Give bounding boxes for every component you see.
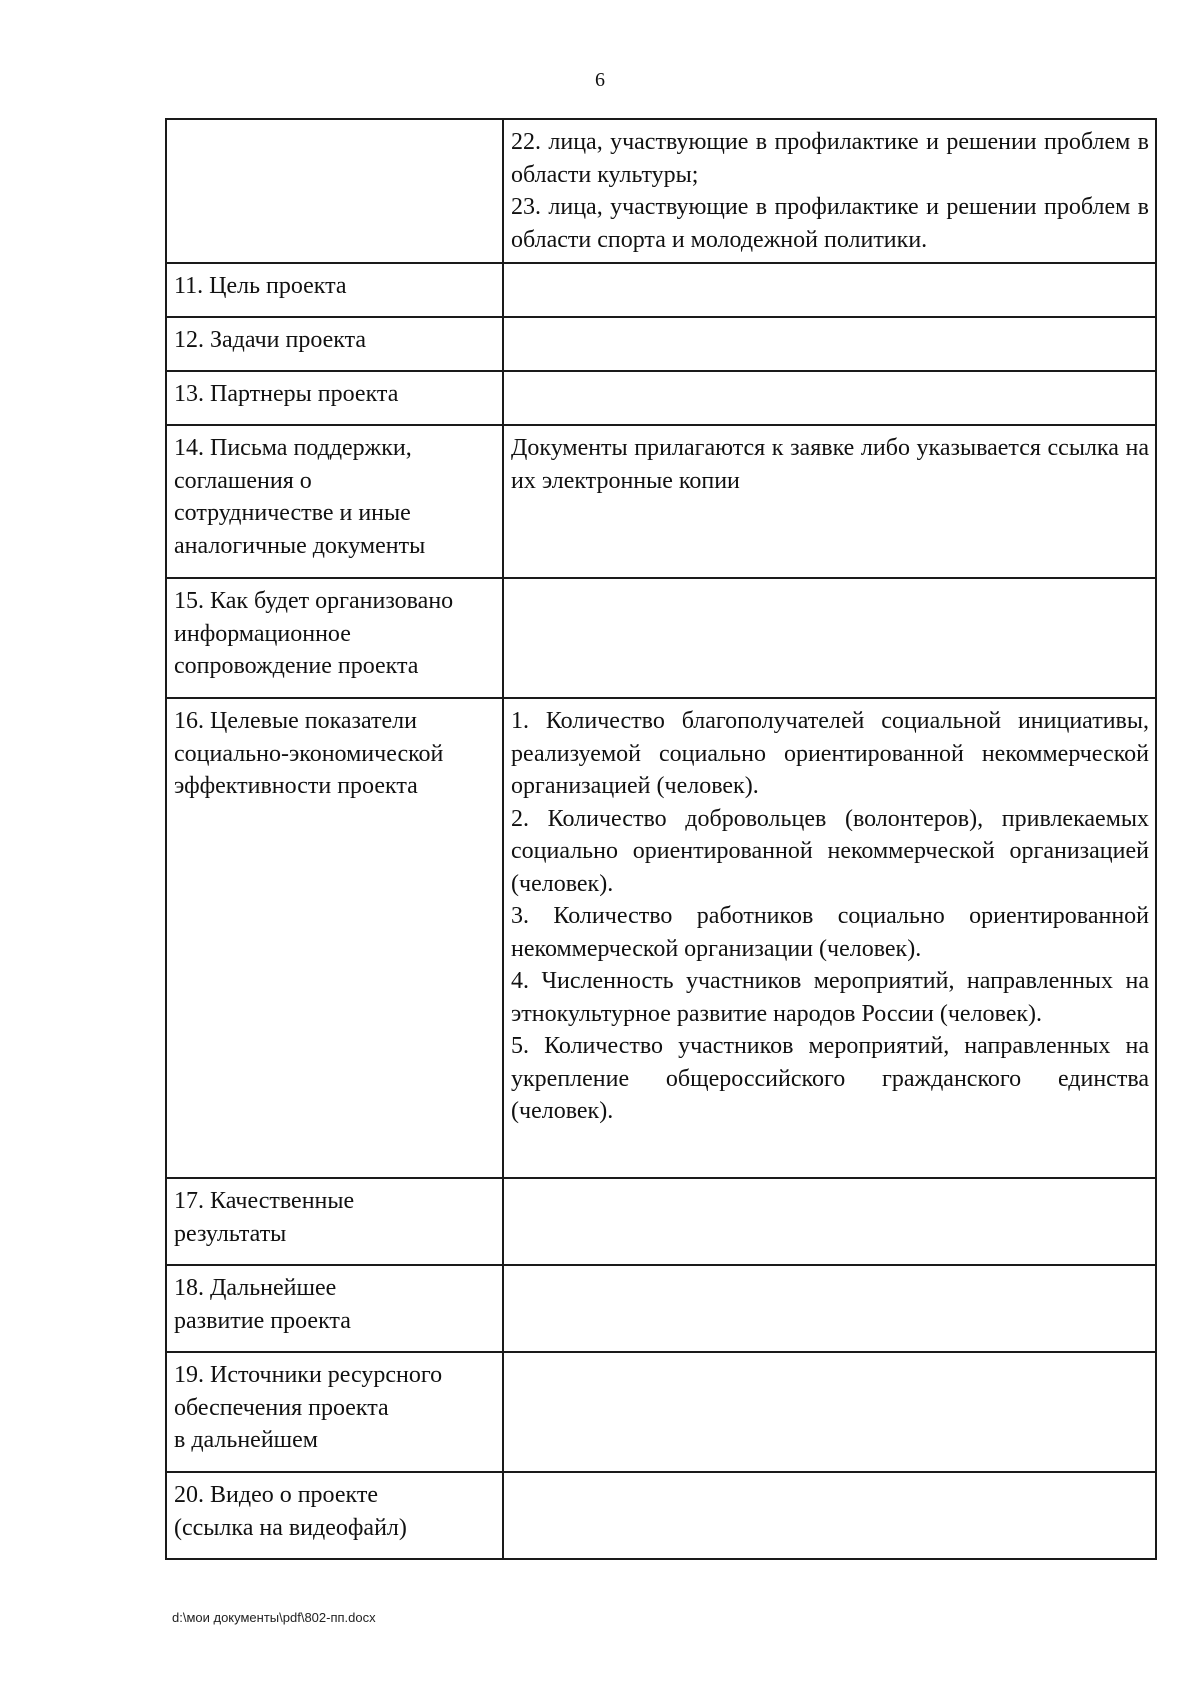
list-item: 5. Количество участников мероприятий, направленных на укрепление общероссийского гражданского единства (человек). [511, 1033, 1149, 1124]
list-item: 22. лица, участвующие в профилактике и решении проблем в области культуры; [511, 129, 1149, 188]
row-label: 11. Цель проекта [166, 263, 503, 317]
row-value [503, 698, 1156, 1178]
row-label: 16. Целевые показатели социально-экономической эффективности проекта [166, 698, 503, 1178]
row-label: 15. Как будет организовано информационное сопровождение проекта [166, 578, 503, 698]
row-value [503, 425, 1156, 578]
row-value [503, 119, 1156, 263]
table-row [166, 119, 1156, 263]
row-label: 19. Источники ресурсного обеспечения проекта в дальнейшем [166, 1352, 503, 1472]
table-row [166, 1178, 1156, 1265]
page-number: 6 [595, 69, 605, 91]
list-item: 4. Численность участников мероприятий, направленных на этнокультурное развитие народов России (человек). [511, 968, 1149, 1027]
table-row [166, 1352, 1156, 1472]
row-value-empty[interactable] [503, 1472, 1156, 1559]
row-label [166, 119, 503, 263]
table-row [166, 578, 1156, 698]
row-label: 13. Партнеры проекта [166, 371, 503, 425]
table-row [166, 1265, 1156, 1352]
table-row [166, 425, 1156, 578]
list-item: 3. Количество работников социально ориентированной некоммерческой организации (человек). [511, 903, 1149, 962]
row-value-empty[interactable] [503, 263, 1156, 317]
table-row [166, 263, 1156, 317]
row-label: 20. Видео о проекте (ссылка на видеофайл) [166, 1472, 503, 1559]
row-value-empty[interactable] [503, 1178, 1156, 1265]
cell-text: Документы прилагаются к заявке либо указывается ссылка на их электронные копии [511, 435, 1149, 494]
row-value-empty[interactable] [503, 578, 1156, 698]
row-label: 18. Дальнейшее развитие проекта [166, 1265, 503, 1352]
list-item: 2. Количество добровольцев (волонтеров), привлекаемых социально ориентированной некоммерческой организацией (человек). [511, 805, 1149, 897]
row-value-empty[interactable] [503, 371, 1156, 425]
list-item: 23. лица, участвующие в профилактике и решении проблем в области спорта и молодежной политики. [511, 194, 1149, 253]
table-row [166, 698, 1156, 1178]
list-item: 1. Количество благополучателей социальной инициативы, реализуемой социально ориентированной некоммерческой организацией (человек). [511, 708, 1149, 799]
row-label: 12. Задачи проекта [166, 317, 503, 371]
table-row [166, 1472, 1156, 1559]
application-form-table [165, 118, 1157, 1560]
table-row [166, 371, 1156, 425]
file-path-footer: d:\мои документы\pdf\802-пп.docx [172, 1610, 376, 1625]
row-label: 17. Качественные результаты [166, 1178, 503, 1265]
row-value-empty[interactable] [503, 1265, 1156, 1352]
table-row [166, 317, 1156, 371]
row-value-empty[interactable] [503, 1352, 1156, 1472]
row-label: 14. Письма поддержки, соглашения о сотрудничестве и иные аналогичные документы [166, 425, 503, 578]
row-value-empty[interactable] [503, 317, 1156, 371]
